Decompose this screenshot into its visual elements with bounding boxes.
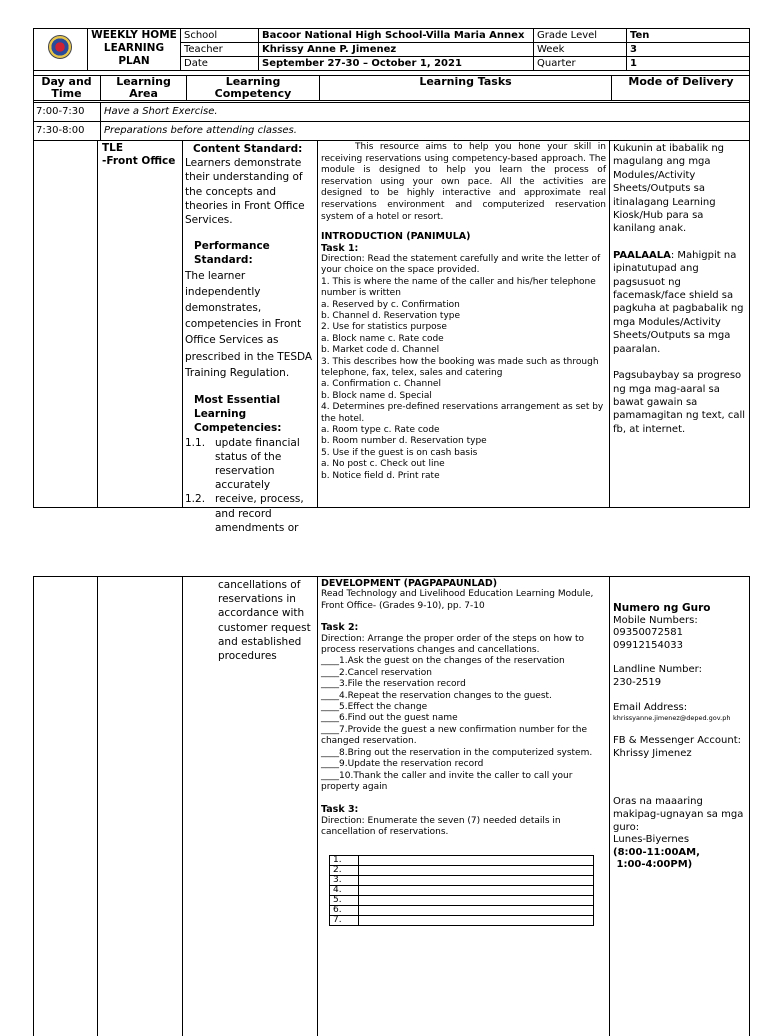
task3-answer-blank[interactable] <box>359 855 594 865</box>
task3-row-number: 4. <box>330 885 359 895</box>
landline-number: 230-2519 <box>613 676 662 688</box>
teacher-value: Khrissy Anne P. Jimenez <box>259 43 534 57</box>
task1-line: b. Channel d. Reservation type <box>321 311 461 321</box>
quarter-value: 1 <box>627 57 751 71</box>
col-day-time <box>33 76 101 101</box>
task1-line: b. Block name d. Special <box>321 390 432 401</box>
area-line2: -Front Office <box>102 155 176 167</box>
task3-row <box>330 855 594 865</box>
page-1 <box>33 28 750 534</box>
mobile-number-2: 09912154033 <box>613 639 683 651</box>
melc-item-2 <box>185 492 315 535</box>
contact-hours-1: (8:00-11:00AM, <box>613 846 700 858</box>
content-standard-text: Learners demonstrate their understanding of the concepts and theories in Front Office Services. <box>185 157 305 227</box>
learning-area <box>102 142 175 168</box>
mobile-number-1: 09350072581 <box>613 627 683 639</box>
schedule-time-2: 7:30-8:00 <box>33 122 101 141</box>
task3-row <box>330 885 594 895</box>
task3-row-number: 1. <box>330 855 359 865</box>
header-table <box>33 28 750 71</box>
schedule-activity-1: Have a Short Exercise. <box>101 103 751 122</box>
melc-heading-2: Learning <box>194 408 247 421</box>
paalala-block <box>613 249 747 356</box>
task1-direction: Direction: Read the statement carefully and write the letter of your choice on the space provided. <box>321 253 601 276</box>
week-label: Week <box>534 43 627 57</box>
melc-item-1 <box>185 436 315 493</box>
task3-row-number: 5. <box>330 895 359 905</box>
task2-line: ____8.Bring out the reservation in the computerized system. <box>321 747 593 758</box>
task3-row <box>330 915 594 925</box>
tasks-cell-cont <box>321 578 606 926</box>
task1-line: 4. Determines pre-defined reservations arrangement as set by the hotel. <box>321 402 604 424</box>
competency-cell-cont <box>185 578 315 663</box>
delivery-cell-cont <box>613 602 747 872</box>
melc-heading-3: Competencies: <box>194 422 282 435</box>
school-value: Bacoor National High School-Villa Maria Annex <box>259 29 534 43</box>
column-header <box>33 75 750 101</box>
contact-hours-text: Oras na maaaring makipag-ugnayan sa mga guro: <box>613 796 744 833</box>
quarter-label: Quarter <box>534 57 627 71</box>
task1-heading: Task 1: <box>321 242 359 254</box>
task2-line: ____1.Ask the guest on the changes of the reservation <box>321 656 565 667</box>
melc-2-num: 1.2. <box>185 493 206 506</box>
task3-answer-blank[interactable] <box>359 875 594 885</box>
melc-2-continued: cancellations of reservations in accordance with customer request and established procedures <box>218 579 311 663</box>
col-area-1: Learning <box>116 75 171 88</box>
task3-answer-blank[interactable] <box>359 885 594 895</box>
task2-line: ____9.Update the reservation record <box>321 759 484 770</box>
task3-answer-blank[interactable] <box>359 865 594 875</box>
task3-answer-blank[interactable] <box>359 895 594 905</box>
contact-days: Lunes-Biyernes <box>613 834 690 846</box>
task3-row-number: 2. <box>330 865 359 875</box>
col-day-time-1: Day and <box>41 75 92 88</box>
contact-hours-2: 1:00-4:00PM) <box>613 859 693 871</box>
task2-line: ____7.Provide the guest a new confirmation number for the changed reservation. <box>321 724 588 747</box>
monitoring-text: Pagsubaybay sa progreso ng mga mag-aaral sa bawat gawain sa pamamagitan ng text, call fb, at internet. <box>613 370 746 435</box>
task1-line: b. Market code d. Channel <box>321 345 440 356</box>
page-2 <box>33 576 750 1036</box>
email-address: khrissyanne.jimenez@deped.gov.ph <box>613 714 731 723</box>
task3-answer-blank[interactable] <box>359 915 594 925</box>
deped-seal-icon <box>48 35 72 59</box>
schedule-table <box>33 102 750 141</box>
development-text: Read Technology and Livelihood Education Learning Module, Front Office- (Grades 9-10), pp. 7-10 <box>321 589 594 611</box>
date-value: September 27-30 – October 1, 2021 <box>259 57 534 71</box>
col-area-2: Area <box>129 87 158 100</box>
melc-heading-1: Most Essential <box>194 394 281 407</box>
col-day-time-2: Time <box>51 87 82 100</box>
task1-list <box>321 277 606 482</box>
intro-paragraph: This resource aims to help you hone your skill in receiving reservations using competency-based approach. The module is designed to help you learn the process of reservation using your own pace. All the activities are designed to be highly interactive and approximate real reservations environment and computerized reservation system of a hotel or resort. <box>321 142 606 222</box>
performance-heading-1: Performance <box>194 240 270 253</box>
task1-line: 2. Use for statistics purpose <box>321 322 447 333</box>
task1-line: b. Room number d. Reservation type <box>321 436 487 447</box>
fb-label: FB & Messenger Account: <box>613 735 741 747</box>
landline-label: Landline Number: <box>613 664 702 676</box>
task3-row <box>330 905 594 915</box>
task1-line: a. Confirmation c. Channel <box>321 379 441 390</box>
task2-line: ____2.Cancel reservation <box>321 667 432 678</box>
task1-line: 1. This is where the name of the caller and his/her telephone number is written <box>321 276 596 299</box>
development-heading: DEVELOPMENT (PAGPAPAUNLAD) <box>321 578 498 589</box>
task3-row-number: 3. <box>330 875 359 885</box>
task1-line: a. Reserved by c. Confirmation <box>321 299 460 310</box>
col-delivery: Mode of Delivery <box>612 76 751 101</box>
intro-heading: INTRODUCTION (PANIMULA) <box>321 231 471 243</box>
schedule-activity-2: Preparations before attending classes. <box>101 122 751 141</box>
task2-direction: Direction: Arrange the proper order of the steps on how to process reservations changes and cancellations. <box>321 633 585 656</box>
col-competency: Learning Competency <box>187 76 320 101</box>
task3-direction: Direction: Enumerate the seven (7) needed details in cancellation of reservations. <box>321 815 561 838</box>
task3-row <box>330 875 594 885</box>
task1-line: b. Notice field d. Print rate <box>321 470 440 481</box>
col-tasks: Learning Tasks <box>320 76 612 101</box>
performance-heading-2: Standard: <box>194 254 253 267</box>
grade-value: Ten <box>627 29 751 43</box>
task3-answer-blank[interactable] <box>359 905 594 915</box>
paalala-text: : Mahigpit na ipinatutupad ang pagsusuot ng facemask/face shield sa pagkuha at pagbabalik ng mga Modules/Activity Sheets/Outputs sa mga paaralan. <box>613 249 744 355</box>
plan-title-line1: WEEKLY HOME <box>91 29 177 41</box>
task3-table <box>329 855 594 926</box>
melc-2-text: receive, process, and record amendments or <box>215 493 304 534</box>
task2-heading: Task 2: <box>321 622 359 634</box>
week-value: 3 <box>627 43 751 57</box>
deped-seal-cell <box>33 29 88 71</box>
fb-account: Khrissy Jimenez <box>613 747 692 759</box>
task3-row-number: 7. <box>330 915 359 925</box>
grade-label: Grade Level <box>534 29 627 43</box>
contact-heading: Numero ng Guro <box>613 602 711 614</box>
content-standard-heading: Content Standard: <box>193 143 303 155</box>
task1-line: a. Room type c. Rate code <box>321 425 440 436</box>
delivery-cell <box>613 142 747 436</box>
task2-line: ____6.Find out the guest name <box>321 713 458 724</box>
task1-line: 5. Use if the guest is on cash basis <box>321 447 478 458</box>
task3-row-number: 6. <box>330 905 359 915</box>
school-label: School <box>181 29 259 43</box>
schedule-time-1: 7:00-7:30 <box>33 103 101 122</box>
mobile-label: Mobile Numbers: <box>613 614 698 626</box>
teacher-label: Teacher <box>181 43 259 57</box>
melc-1-num: 1.1. <box>185 436 206 449</box>
task2-line: ____3.File the reservation record <box>321 679 466 690</box>
email-label: Email Address: <box>613 701 688 713</box>
task2-line: ____4.Repeat the reservation changes to the guest. <box>321 690 552 701</box>
performance-standard-text: The learner independently demonstrates, competencies in Front Office Services as prescribed in the TESDA Training Regulation. <box>185 269 313 379</box>
tasks-cell <box>321 142 606 482</box>
task3-heading: Task 3: <box>321 804 359 816</box>
delivery-pickup-text: Kukunin at ibabalik ng magulang ang mga Modules/Activity Sheets/Outputs sa itinalagang Learning Kiosk/Hub para sa kanilang anak. <box>613 143 725 235</box>
area-line1: TLE <box>102 142 124 154</box>
date-label: Date <box>181 57 259 71</box>
task1-line: a. No post c. Check out line <box>321 459 445 470</box>
plan-title <box>88 29 181 71</box>
task3-row <box>330 895 594 905</box>
competency-cell <box>185 142 315 535</box>
task2-list <box>321 656 606 793</box>
main-row <box>34 141 749 534</box>
col-area <box>101 76 187 101</box>
task3-row <box>330 865 594 875</box>
task2-line: ____5.Effect the change <box>321 702 428 713</box>
task1-line: a. Block name c. Rate code <box>321 333 444 344</box>
plan-title-line2: LEARNING PLAN <box>103 42 165 67</box>
paalala-label: PAALAALA <box>613 249 671 261</box>
melc-1-text: update financial status of the reservation accurately <box>215 436 300 492</box>
task1-line: 3. This describes how the booking was made such as through telephone, fax, telex, sales and catering <box>321 356 599 379</box>
task2-line: ____10.Thank the caller and invite the caller to call your property again <box>321 770 573 792</box>
